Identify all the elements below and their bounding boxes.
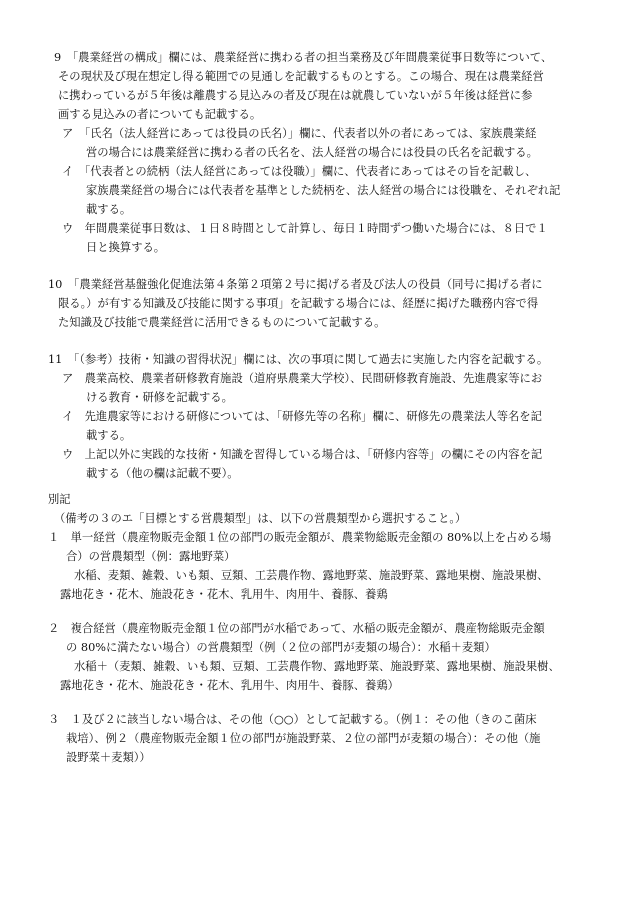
item-9-i-line-2: 家族農業経営の場合には代表者を基準とした続柄を、法人経営の場合には役職を、それぞれ記	[86, 184, 561, 197]
item-9-u-line-1: ウ 年間農業従事日数は、１日８時間として計算し、毎日１時間ずつ働いた場合には、８日で１	[62, 222, 548, 235]
item-9-line-2: その現状及び現在想定し得る範囲での見通しを記載するものとする。この場合、現在は農業経営	[58, 70, 544, 83]
appendix-1-line-4: 露地花き・花木、施設花き・花木、乳用牛、肉用牛、養豚、養鶏	[60, 588, 388, 601]
appendix-2-line-4: 露地花き・花木、施設花き・花木、乳用牛、肉用牛、養豚、養鶏）	[60, 679, 399, 692]
item-10-line-3: た知識及び技能で農業経営に活用できるものについて記載する。	[58, 316, 386, 329]
item-11-i-line-2: 載する。	[86, 429, 132, 442]
appendix-3-line-1: ３ １及び２に該当しない場合は、その他（○○）として記載する。（例１：その他（きのこ菌床	[48, 713, 537, 726]
item-9-line-4: 画する見込みの者についても記載する。	[58, 108, 262, 121]
item-9-line-3: に携わっているが５年後は離農する見込みの者及び現在は就農していないが５年後は経営に参	[58, 89, 533, 102]
appendix-3-line-3: 設野菜＋麦類））	[66, 751, 151, 764]
item-11-line-1: 11 「（参考）技術・知識の習得状況」欄には、次の事項に関して過去に実施した内容を記載する。	[48, 353, 549, 366]
item-9-a-line-1: ア 「氏名（法人経営にあっては役員の氏名）」欄に、代表者以外の者にあっては、家族農業経	[62, 127, 537, 140]
appendix-2-line-1: ２ 複合経営（農産物販売金額１位の部門が水稲であって、水稲の販売金額が、農産物総販売金額	[48, 622, 545, 635]
item-11-a-line-2: ける教育・研修を記載する。	[86, 391, 233, 404]
appendix-intro: （備考の３のエ「目標とする営農類型」は、以下の営農類型から選択すること。）	[54, 512, 467, 525]
appendix-3-line-2: 栽培）、例２（農産物販売金額１位の部門が施設野菜、２位の部門が麦類の場合）：その他（施	[66, 732, 541, 745]
appendix-1-line-1: １ 単一経営（農産物販売金額１位の部門の販売金額が、農業物総販売金額の 80%以上を占める場	[48, 531, 552, 544]
appendix-2-line-3: 水稲＋（麦類、雑穀、いも類、豆類、工芸農作物、露地野菜、施設野菜、露地果樹、施設果樹、	[74, 660, 560, 673]
item-9-a-line-2: 営の場合には農業経営に携わる者の氏名を、法人経営の場合には役員の氏名を記載する。	[86, 146, 538, 159]
appendix-1-line-2: 合）の営農類型（例：露地野菜）	[66, 550, 236, 563]
appendix-2-line-2: の 80%に満たない場合）の営農類型（例（２位の部門が麦類の場合）：水稲＋麦類）	[66, 641, 496, 654]
item-11-i-line-1: イ 先進農家等における研修については、「研修先等の名称」欄に、研修先の農業法人等名を記	[62, 410, 542, 423]
item-9-i-line-3: 載する。	[86, 203, 132, 216]
item-10-line-1: 10 「農業経営基盤強化促進法第４条第２項第２号に掲げる者及び法人の役員（同号に掲げる者に	[48, 278, 543, 291]
item-9-i-line-1: イ 「代表者との続柄（法人経営にあっては役職）」欄に、代表者にあってはその旨を記載し、	[62, 165, 537, 178]
item-11-u-line-1: ウ 上記以外に実践的な技術・知識を習得している場合は、「研修内容等」の欄にその内容を記	[62, 448, 543, 461]
item-9-u-line-2: 日と換算する。	[86, 241, 166, 254]
item-9-line-1: 9 「農業経営の構成」欄には、農業経営に携わる者の担当業務及び年間農業従事日数等について、	[54, 51, 553, 64]
item-11-a-line-1: ア 農業高校、農業者研修教育施設（道府県農業大学校）、民間研修教育施設、先進農家等にお	[62, 372, 543, 385]
item-11-u-line-2: 載する（他の欄は記載不要）。	[86, 467, 239, 480]
item-10-line-2: 限る。）が有する知識及び技能に関する事項」を記載する場合には、経歴に掲げた職務内容で得	[58, 297, 539, 310]
appendix-1-line-3: 水稲、麦類、雑穀、いも類、豆類、工芸農作物、露地野菜、施設野菜、露地果樹、施設果樹、	[74, 569, 549, 582]
appendix-title: 別記	[48, 493, 71, 506]
